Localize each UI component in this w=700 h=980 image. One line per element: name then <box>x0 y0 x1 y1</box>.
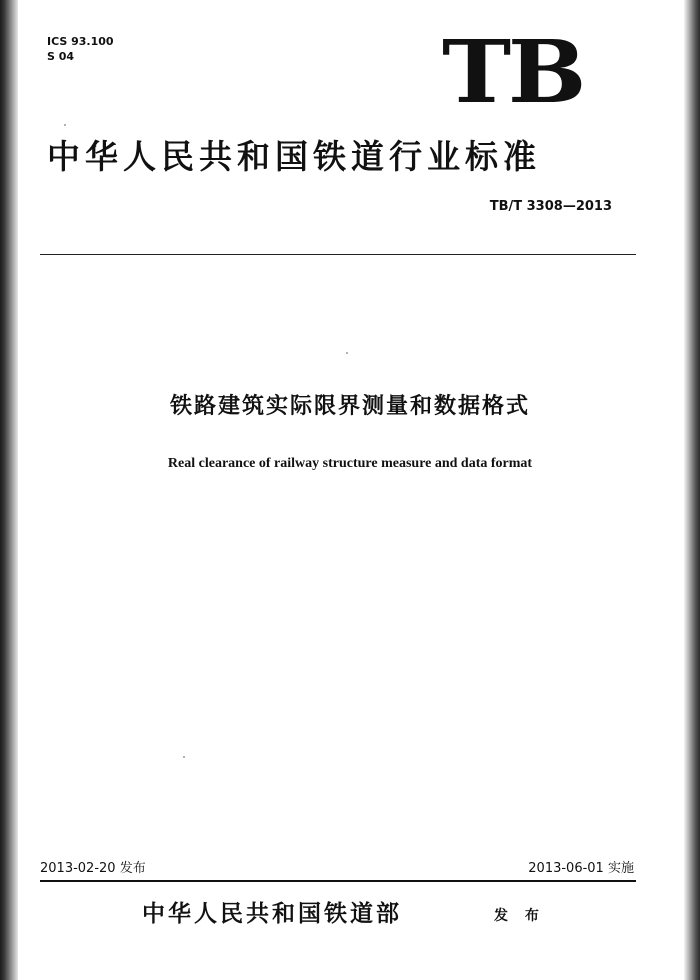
issue-date: 2013-02-20 <box>40 861 116 876</box>
document-title-cn: 铁路建筑实际限界测量和数据格式 <box>169 394 530 419</box>
footer-divider <box>40 880 636 882</box>
header-divider <box>40 254 636 255</box>
tb-logo: TB <box>442 22 584 123</box>
category-code: S 04 <box>47 50 75 63</box>
publisher-name: 中华人民共和国铁道部 <box>142 900 402 927</box>
implementation-date-block <box>528 860 634 878</box>
implementation-date: 2013-06-01 <box>528 861 604 876</box>
scan-shadow-left <box>0 0 18 980</box>
issue-date-block <box>40 860 146 878</box>
scan-speck <box>183 756 185 758</box>
scan-speck <box>346 352 348 354</box>
standard-number: TB/T 3308—2013 <box>489 199 612 214</box>
classification-codes <box>47 34 114 64</box>
issue-label: 发布 <box>119 861 146 876</box>
implementation-label: 实施 <box>607 861 634 876</box>
scan-speck <box>64 124 66 126</box>
ics-code: ICS 93.100 <box>47 35 114 48</box>
organization-title: 中华人民共和国铁道行业标准 <box>47 137 541 176</box>
document-title-en: Real clearance of railway structure measure and data format <box>167 456 533 471</box>
publish-word: 发 布 <box>494 908 545 924</box>
scan-shadow-right <box>684 0 700 980</box>
